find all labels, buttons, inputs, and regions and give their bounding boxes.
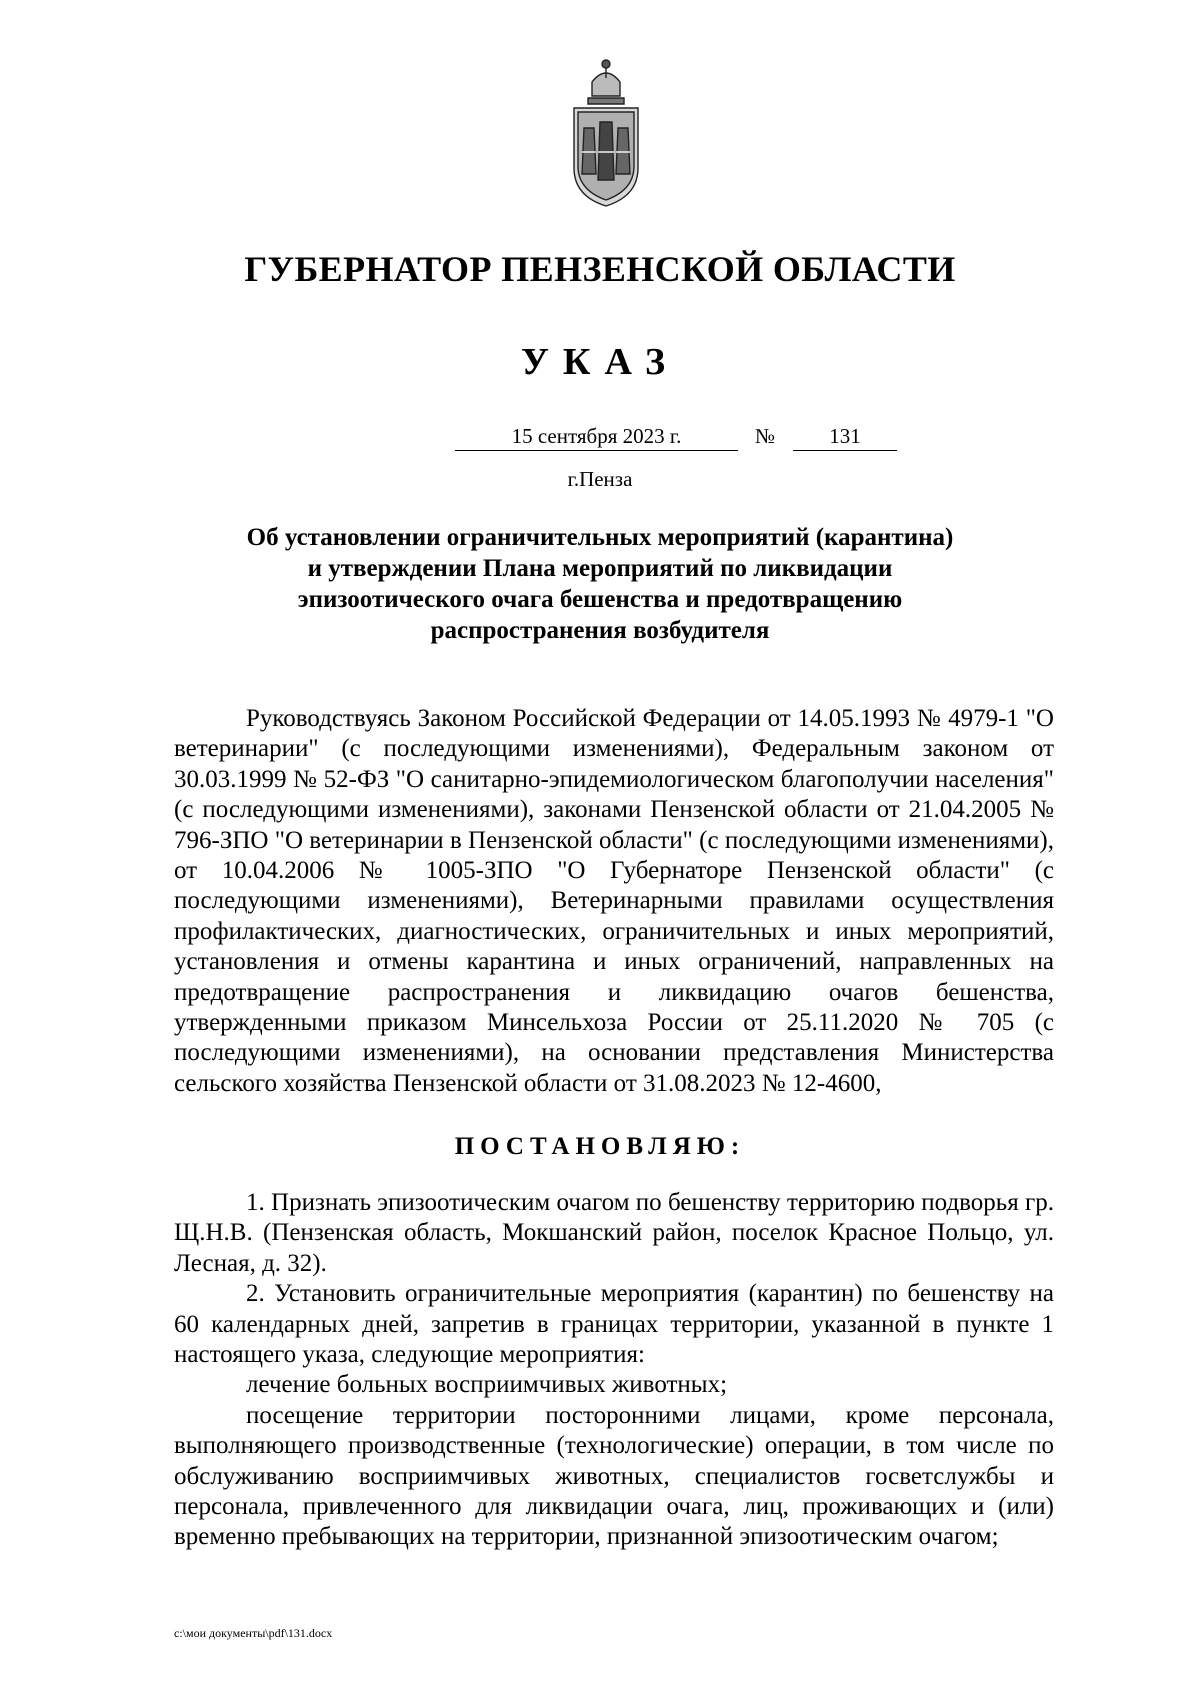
number-sign: № <box>755 424 776 448</box>
preamble-block <box>174 704 1054 1099</box>
issuing-authority: ГУБЕРНАТОР ПЕНЗЕНСКОЙ ОБЛАСТИ <box>244 249 956 289</box>
clause-paragraph: посещение территории посторонними лицами, кроме персонала, выполняющего производственные (технологические) операции, в том числе по обслуживанию восприимчивых животных, специалистов госветслужбы и персонала, привлеченного для ликвидации очага, лиц, проживающих и (или) временно пребывающих на территории, признанной эпизоотическим очагом; <box>174 1401 1054 1551</box>
issue-city: г.Пенза <box>567 467 633 491</box>
document-subject <box>200 522 1000 646</box>
subject-line: эпизоотического очага бешенства и предотвращению <box>297 586 903 613</box>
file-path-footer: c:\мои документы\pdf\131.docx <box>174 1626 333 1640</box>
document-number: 131 <box>793 424 897 451</box>
subject-line: и утверждении Плана мероприятий по ликвидации <box>307 555 893 582</box>
clause-paragraph: 1. Признать эпизоотическим очагом по бешенству территорию подворья гр. Щ.Н.В. (Пензенская область, Мокшанский район, поселок Красное Польцо, ул. Лесная, д. 32). <box>174 1189 1054 1277</box>
clause-paragraph: 2. Установить ограничительные мероприятия (карантин) по бешенству на 60 календарных дней, запретив в границах территории, указанной в пункте 1 настоящего указа, следующие мероприятия: <box>174 1280 1054 1369</box>
clause-paragraph: лечение больных восприимчивых животных; <box>246 1371 728 1399</box>
document-type: УКАЗ <box>521 341 679 383</box>
decree-word: ПОСТАНОВЛЯЮ: <box>454 1133 746 1160</box>
document-date: 15 сентября 2023 г. <box>455 424 738 451</box>
subject-line: распространения возбудителя <box>430 617 770 644</box>
coat-of-arms-emblem <box>568 56 644 208</box>
subject-line: Об установлении ограничительных мероприятий (карантина) <box>246 524 954 551</box>
preamble-paragraph: Руководствуясь Законом Российской Федерации от 14.05.1993 № 4979-1 "О ветеринарии" (с последующими изменениями), Федеральным законом от 30.03.1999 № 52-ФЗ "О санитарно-эпидемиологическом благополучии населения" (с последующими изменениями), законами Пензенской области от 21.04.2005 № 796-ЗПО "О ветеринарии в Пензенской области" (с последующими изменениями), от 10.04.2006 № 1005-ЗПО "О Губернаторе Пензенской области" (с последующими изменениями), Ветеринарными правилами осуществления профилактических, диагностических, ограничительных и иных мероприятий, установления и отмены карантина и иных ограничений, направленных на предотвращение распространения и ликвидацию очагов бешенства, утвержденными приказом Минсельхоза России от 25.11.2020 № 705 (с последующими изменениями), на основании представления Министерства сельского хозяйства Пензенской области от 31.08.2023 № 12-4600, <box>174 705 1054 1097</box>
clauses-block <box>174 1188 1054 1553</box>
